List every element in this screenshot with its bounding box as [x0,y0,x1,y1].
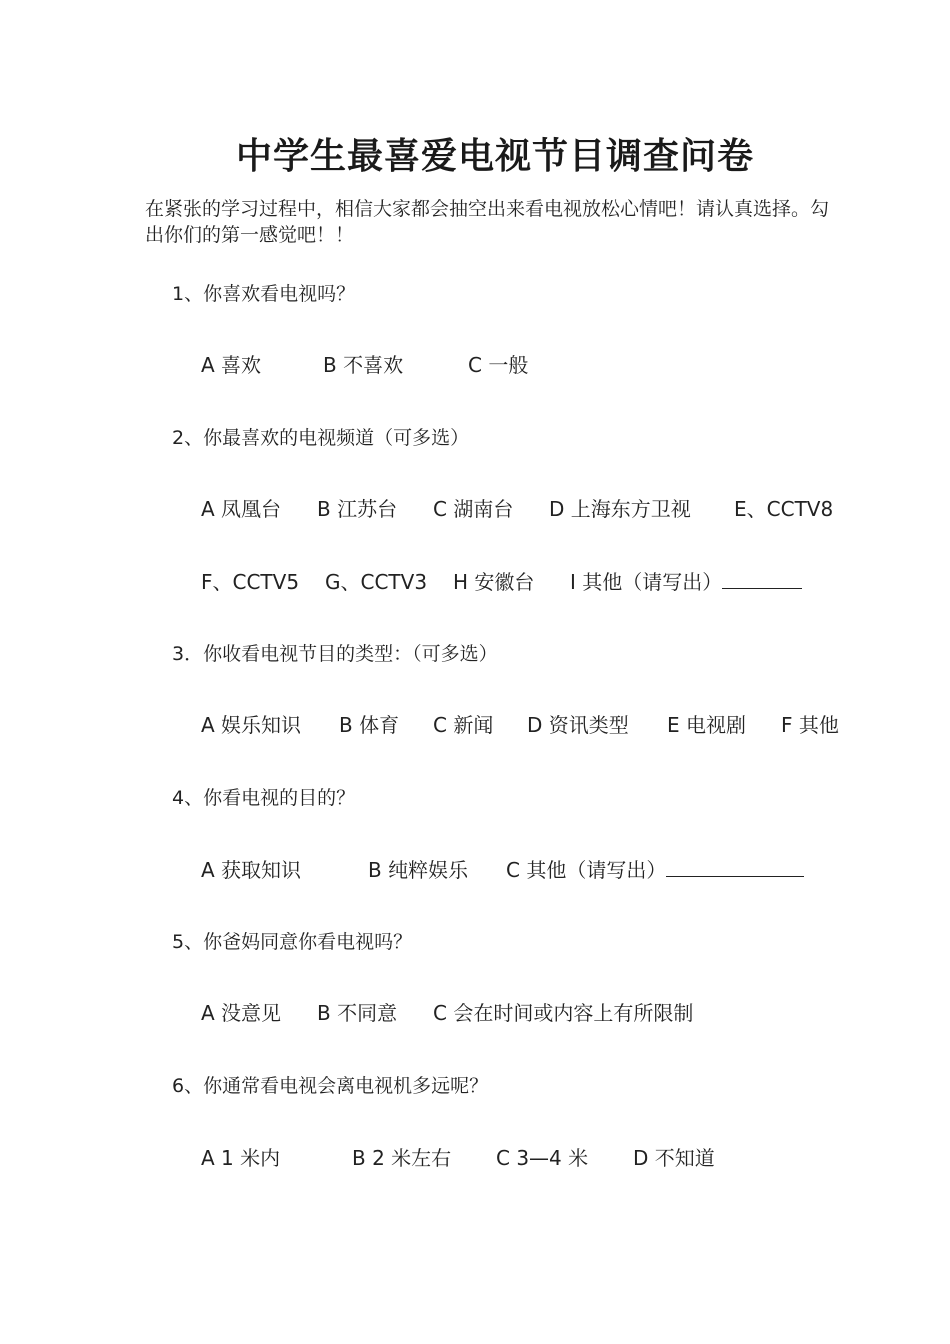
option-1b[interactable]: B 不喜欢 [323,353,404,377]
option-2f[interactable]: F、CCTV5 [201,570,300,594]
option-1c[interactable]: C 一般 [468,353,529,377]
option-4b[interactable]: B 纯粹娱乐 [368,858,469,882]
option-2e[interactable]: E、CCTV8 [734,497,834,521]
option-1a[interactable]: A 喜欢 [201,353,262,377]
option-3b[interactable]: B 体育 [339,713,400,737]
question-3: 3．你收看电视节目的类型：（可多选） [172,643,498,665]
question-6: 6、你通常看电视会离电视机多远呢？ [172,1075,489,1097]
option-2g[interactable]: G、CCTV3 [325,570,428,594]
question-3-options [201,712,839,738]
question-2-options-row-2 [201,568,802,595]
option-5c[interactable]: C 会在时间或内容上有所限制 [433,1001,694,1025]
question-4: 4、你看电视的目的？ [172,787,356,809]
option-6b[interactable]: B 2 米左右 [352,1146,452,1170]
option-4c[interactable]: C 其他（请写出） [506,858,667,882]
write-in-blank-2i[interactable] [722,568,802,589]
option-3c[interactable]: C 新闻 [433,713,494,737]
option-6c[interactable]: C 3—4 米 [496,1146,589,1170]
option-5b[interactable]: B 不同意 [317,1001,398,1025]
option-6d[interactable]: D 不知道 [633,1146,715,1170]
option-6a[interactable]: A 1 米内 [201,1146,281,1170]
question-6-options [201,1145,715,1171]
intro-paragraph: 在紧张的学习过程中，相信大家都会抽空出来看电视放松心情吧！请认真选择。勾出你们的第一感觉吧！！ [145,198,830,246]
option-2h[interactable]: H 安徽台 [453,570,535,594]
option-2b[interactable]: B 江苏台 [317,497,398,521]
option-2d[interactable]: D 上海东方卫视 [549,497,691,521]
question-4-options [201,856,804,883]
question-1-options [201,352,528,378]
option-3f[interactable]: F 其他 [781,713,839,737]
option-3e[interactable]: E 电视剧 [667,713,746,737]
option-2c[interactable]: C 湖南台 [433,497,514,521]
page-title: 中学生最喜爱电视节目调查问卷 [235,135,754,177]
question-1: 1、你喜欢看电视吗？ [172,283,356,305]
option-5a[interactable]: A 没意见 [201,1001,282,1025]
option-3d[interactable]: D 资讯类型 [527,713,629,737]
option-2i[interactable]: I 其他（请写出） [570,570,723,594]
question-2: 2、你最喜欢的电视频道（可多选） [172,427,470,449]
question-5-options [201,1000,693,1026]
question-2-options-row-1 [201,496,833,522]
question-5: 5、你爸妈同意你看电视吗？ [172,931,413,953]
option-4a[interactable]: A 获取知识 [201,858,302,882]
option-2a[interactable]: A 凤凰台 [201,497,282,521]
option-3a[interactable]: A 娱乐知识 [201,713,302,737]
write-in-blank-4c[interactable] [666,856,804,877]
